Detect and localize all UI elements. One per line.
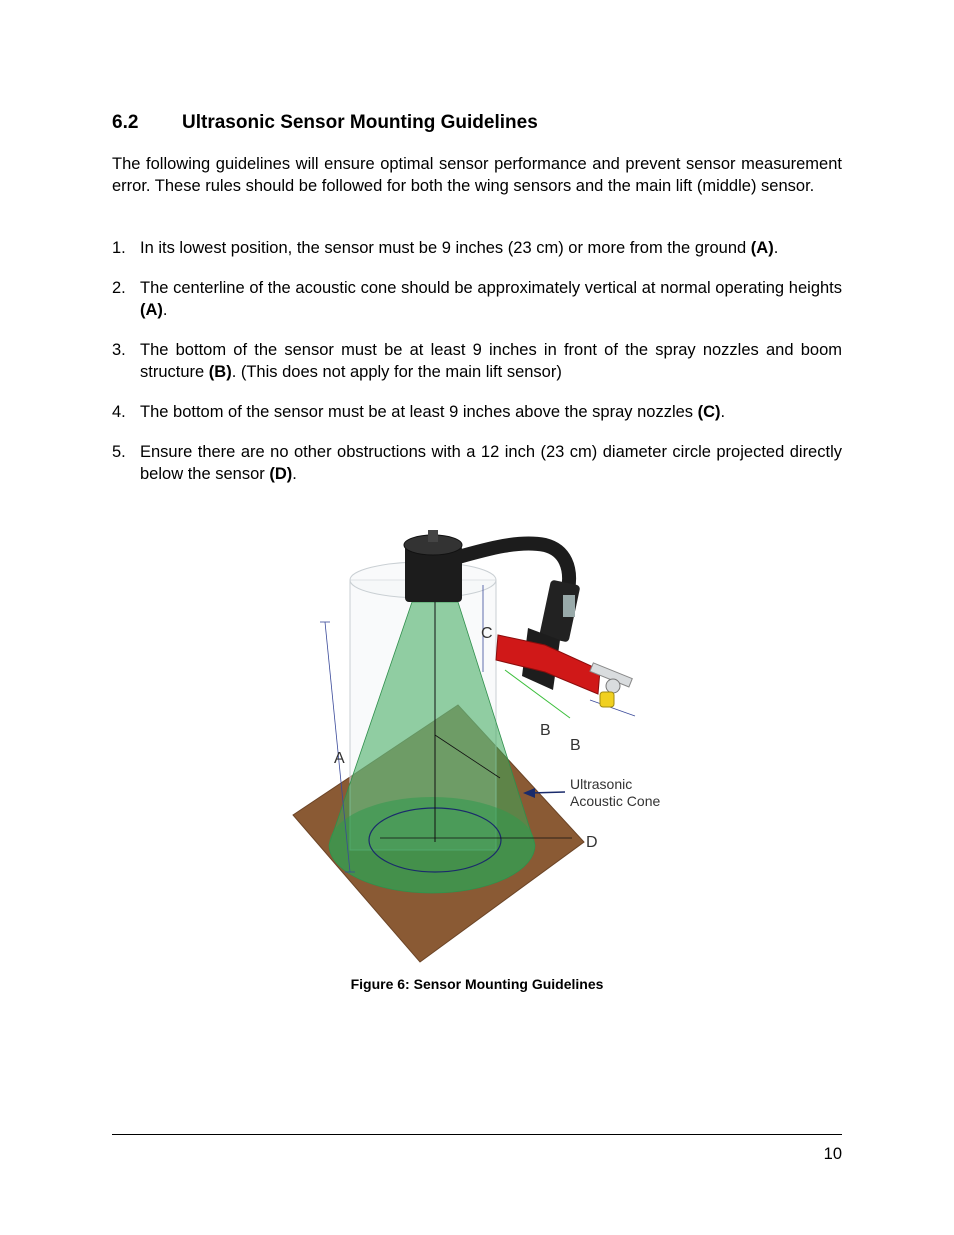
label-cone-line1: Ultrasonic [570, 776, 633, 792]
guideline-item [112, 277, 842, 321]
guidelines-list [112, 237, 842, 503]
section-number: 6.2 [112, 112, 139, 133]
section-heading [112, 110, 842, 136]
guideline-ref: (D) [269, 465, 293, 483]
guideline-ref: (C) [697, 403, 721, 421]
cone-pointer-line [530, 792, 565, 793]
section-title: Ultrasonic Sensor Mounting Guidelines [182, 112, 538, 133]
guideline-item [112, 237, 842, 259]
guideline-text: The bottom of the sensor must be at least 9 inches in front of the spray nozzles and boom structure [140, 341, 842, 381]
cone-base [329, 797, 535, 893]
guideline-text: Ensure there are no other obstructions with a 12 inch (23 cm) diameter circle projected directly below the sensor [140, 443, 842, 483]
guideline-tail: . (This does not apply for the main lift sensor) [231, 363, 562, 381]
sensor-cap [428, 530, 438, 542]
guideline-tail: . [162, 301, 168, 319]
label-d: D [586, 834, 598, 851]
boom-pipe-end [606, 679, 620, 693]
footer-rule [112, 1134, 842, 1135]
figure-caption: Figure 6: Sensor Mounting Guidelines [350, 976, 604, 992]
guideline-tail: . [773, 239, 779, 257]
label-cone-line2: Acoustic Cone [570, 793, 661, 809]
guideline-number: 2. [112, 279, 126, 297]
guideline-tail: . [720, 403, 726, 421]
guideline-ref: (A) [140, 301, 163, 319]
guideline-tail: . [292, 465, 297, 483]
spring [563, 595, 575, 617]
guideline-text: In its lowest position, the sensor must be 9 inches (23 cm) or more from the ground [140, 239, 751, 257]
guideline-number: 1. [112, 239, 126, 257]
label-a: A [334, 750, 345, 767]
guideline-item [112, 401, 842, 423]
spray-nozzle [600, 692, 614, 707]
label-c: C [481, 625, 493, 642]
guideline-ref: (B) [208, 363, 232, 381]
label-b-outer: B [570, 737, 581, 754]
guideline-number: 4. [112, 403, 126, 421]
guideline-ref: (A) [750, 239, 774, 257]
label-b-inner: B [540, 722, 551, 739]
guideline-item [112, 441, 842, 485]
guideline-number: 3. [112, 341, 126, 359]
guideline-item [112, 339, 842, 383]
page-number: 10 [823, 1145, 842, 1163]
guideline-number: 5. [112, 443, 126, 461]
guideline-text: The centerline of the acoustic cone should be approximately vertical at normal operating heights [140, 279, 842, 297]
guideline-text: The bottom of the sensor must be at least 9 inches above the spray nozzles [140, 403, 698, 421]
sensor-mounting-figure [290, 525, 680, 970]
intro-paragraph: The following guidelines will ensure optimal sensor performance and prevent sensor measurement error. These rules should be followed for both the wing sensors and the main lift (middle) sensor. [112, 155, 842, 195]
